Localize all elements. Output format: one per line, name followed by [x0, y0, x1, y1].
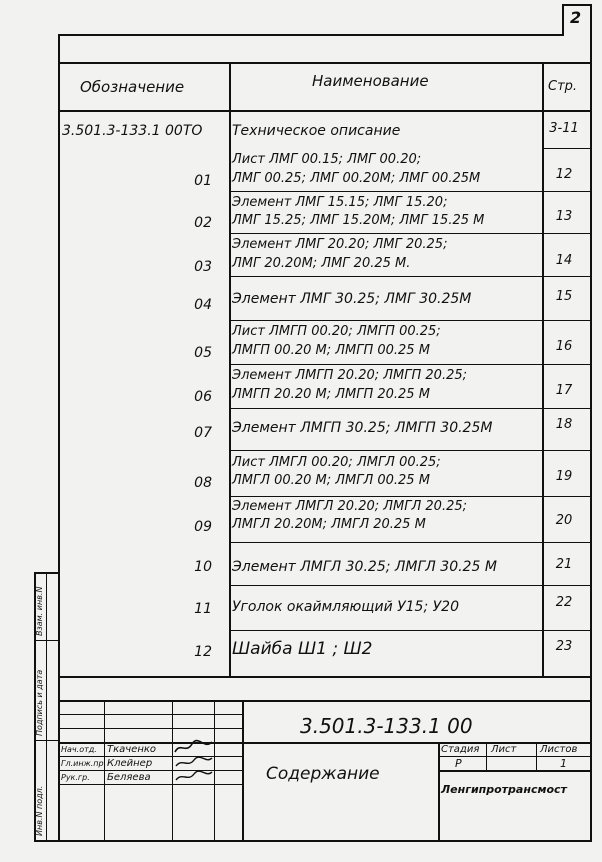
row-designation: 02	[194, 215, 212, 231]
row-page: 19	[555, 469, 573, 484]
row-name-line: Элемент ЛМГ 20.20; ЛМГ 20.25;	[232, 237, 448, 252]
row-page: 12	[555, 167, 573, 182]
sheet-number: 2	[570, 8, 582, 27]
margin-vline	[46, 572, 47, 842]
stage-label: Стадия	[441, 744, 480, 755]
role-3: Рук.гр.	[61, 773, 90, 782]
col-divider-2	[542, 62, 544, 676]
row-designation: 09	[194, 519, 212, 535]
row-page: 16	[555, 339, 573, 354]
sheet-label: Лист	[491, 744, 517, 755]
header-name: Наименование	[312, 72, 429, 90]
row-sep	[229, 408, 592, 409]
row-name-line: Элемент ЛМГП 30.25; ЛМГП 30.25М	[232, 420, 493, 436]
row-page: 13	[555, 209, 573, 224]
row-designation: 03	[194, 259, 212, 275]
sheet-value: 1	[560, 757, 567, 770]
row-page: 18	[555, 417, 573, 432]
header-page: Стр.	[548, 79, 578, 94]
row-sep	[229, 542, 592, 543]
row-designation: 05	[194, 345, 212, 361]
tb-hline	[58, 714, 243, 715]
row-page: 22	[555, 595, 573, 610]
row-name-line: Элемент ЛМГ 15.15; ЛМГ 15.20;	[232, 195, 448, 210]
row-sep	[229, 496, 592, 497]
organization: Ленгипротрансмост	[441, 783, 567, 796]
margin-hline	[34, 572, 60, 574]
sheets-label: Листов	[540, 744, 578, 755]
row-name-line: ЛМГ 15.25; ЛМГ 15.20М; ЛМГ 15.25 М	[232, 213, 485, 228]
row-designation: 04	[194, 297, 212, 313]
frame-top	[58, 34, 563, 36]
person-2: Клейнер	[107, 758, 153, 769]
row-name-line: ЛМГП 20.20 М; ЛМГП 20.25 М	[232, 387, 430, 402]
row-name-line: Лист ЛМГП 00.20; ЛМГП 00.25;	[232, 324, 441, 339]
row-designation: 10	[194, 559, 212, 575]
person-3: Беляева	[107, 772, 151, 783]
row-name-line: Элемент ЛМГ 30.25; ЛМГ 30.25М	[232, 291, 472, 307]
margin-hline	[34, 640, 60, 641]
sheet-box-left	[562, 4, 564, 36]
frame-bottom	[58, 840, 592, 842]
row-designation: 12	[194, 644, 212, 660]
row-page: 15	[555, 289, 573, 304]
row-name-line: Уголок окаймляющий У15; У20	[232, 599, 459, 615]
row-sep	[229, 450, 592, 451]
row-name-line: Элемент ЛМГП 20.20; ЛМГП 20.25;	[232, 368, 468, 383]
margin-hline	[34, 840, 60, 842]
margin-label-signature-date: Подпись и дата	[35, 669, 44, 736]
signatures	[172, 738, 216, 788]
tb-hline	[438, 770, 592, 772]
row-name-line: ЛМГ 20.20М; ЛМГ 20.25 М.	[232, 256, 411, 271]
document-code: 3.501.3-133.1 00	[300, 714, 473, 738]
table-bottom-line	[58, 676, 592, 678]
row-name-line: Лист ЛМГ 00.15; ЛМГ 00.20;	[232, 152, 422, 167]
row-page: 3-11	[549, 121, 579, 136]
row-designation: 06	[194, 389, 212, 405]
row-sep	[229, 364, 592, 365]
row-page: 23	[555, 639, 573, 654]
role-2: Гл.инж.пр.	[61, 759, 107, 768]
row-page: 17	[555, 383, 573, 398]
sheet-box-top	[562, 4, 592, 6]
row-name-line: ЛМГЛ 20.20М; ЛМГЛ 20.25 М	[232, 517, 426, 532]
row-designation: 11	[194, 601, 212, 617]
row-sep	[229, 191, 592, 192]
row-name-line: ЛМГЛ 00.20 М; ЛМГЛ 00.25 М	[232, 473, 430, 488]
row-page: 21	[555, 557, 573, 572]
tb-hline	[58, 728, 243, 729]
person-1: Ткаченко	[107, 744, 157, 755]
document-title: Содержание	[266, 764, 380, 784]
row-sep	[229, 276, 592, 277]
row-sep	[229, 320, 592, 321]
row-name-line: Шайба Ш1 ; Ш2	[232, 639, 373, 659]
row-sep	[229, 585, 592, 586]
row-sep	[542, 148, 592, 149]
row-name-line: ЛМГП 00.20 М; ЛМГП 00.25 М	[232, 343, 430, 358]
role-1: Нач.отд.	[61, 745, 97, 754]
row-page: 20	[555, 513, 573, 528]
row-designation: 07	[194, 425, 212, 441]
row-sep	[229, 630, 592, 631]
stage-value: Р	[455, 757, 462, 770]
frame-left	[58, 34, 60, 842]
frame-right	[590, 4, 592, 842]
row-name-line: Лист ЛМГЛ 00.20; ЛМГЛ 00.25;	[232, 455, 441, 470]
row-name-line: Техническое описание	[232, 123, 401, 139]
header-designation: Обозначение	[80, 78, 185, 96]
margin-hline	[34, 740, 60, 741]
row-sep	[229, 233, 592, 234]
header-bottom-line	[58, 110, 592, 112]
margin-label-replacement-inv: Взам. инв.N	[35, 586, 44, 636]
row-designation: 01	[194, 173, 212, 189]
col-divider-1	[229, 62, 231, 676]
row-designation: 08	[194, 475, 212, 491]
row-name-line: Элемент ЛМГЛ 30.25; ЛМГЛ 30.25 М	[232, 559, 497, 575]
row-designation: 3.501.3-133.1 00ТО	[62, 123, 203, 139]
row-name-line: ЛМГ 00.25; ЛМГ 00.20М; ЛМГ 00.25М	[232, 171, 481, 186]
row-page: 14	[555, 253, 573, 268]
title-block-top	[58, 700, 592, 702]
margin-label-inv-podl: Инв.N подл.	[35, 785, 44, 836]
table-top-line	[58, 62, 592, 64]
row-name-line: Элемент ЛМГЛ 20.20; ЛМГЛ 20.25;	[232, 499, 468, 514]
